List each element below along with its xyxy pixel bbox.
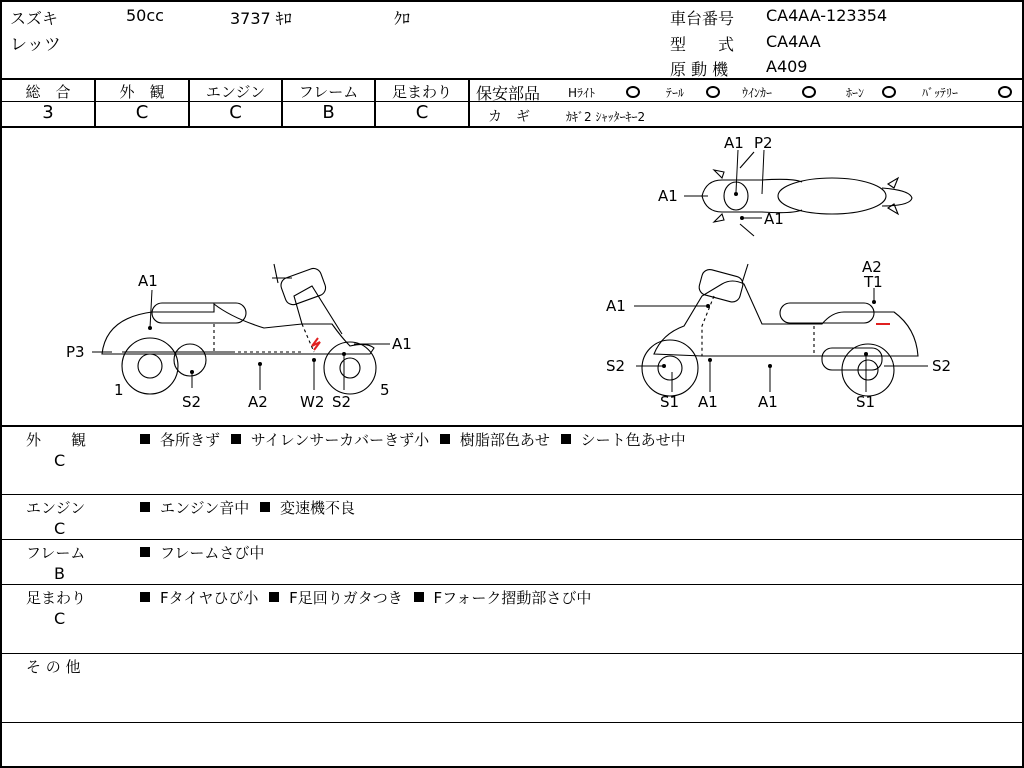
- bullet-icon: [414, 592, 424, 602]
- model-code-label: 型 式: [670, 35, 735, 54]
- diagram-label: S1: [660, 393, 680, 411]
- scooter-top-view: [702, 152, 912, 236]
- safety-item: ﾎｰﾝ: [846, 86, 865, 100]
- note-item: Fフォーク摺動部さび中: [433, 589, 592, 607]
- safety-item: ﾊﾞｯﾃﾘｰ: [922, 86, 959, 100]
- vehicle-header: [2, 2, 1024, 80]
- grade-table: [2, 80, 470, 128]
- grade-label: 総 合: [25, 83, 71, 101]
- bullet-icon: [440, 434, 450, 444]
- grade-divider: [2, 101, 470, 102]
- note-items: [140, 587, 597, 608]
- frame-no-label: 車台番号: [670, 9, 735, 28]
- note-item: Fタイヤひび小: [160, 589, 259, 607]
- color: ｸﾛ: [394, 9, 411, 28]
- diagram-label: A1: [758, 393, 778, 411]
- key-label: カ ギ: [488, 109, 530, 125]
- note-suspension: [2, 585, 1024, 654]
- bullet-icon: [561, 434, 571, 444]
- grade-label: 足まわり: [391, 83, 452, 101]
- check-circle-icon: [998, 83, 1012, 102]
- diagram-label: A1: [606, 297, 626, 315]
- note-item: フレームさび中: [160, 544, 265, 562]
- diagram-label: T1: [864, 273, 883, 291]
- note-item: シート色あせ中: [580, 431, 686, 449]
- diagram-label: S2: [332, 393, 352, 411]
- model-code: CA4AA: [766, 32, 821, 51]
- bullet-icon: [260, 502, 270, 512]
- diagram-label: 1: [114, 381, 124, 399]
- safety-parts: [470, 80, 1024, 128]
- damage-mark-icon: [312, 338, 320, 350]
- diagram-label: A1: [392, 335, 412, 353]
- bullet-icon: [140, 547, 150, 557]
- diagram-label: S2: [932, 357, 952, 375]
- bullet-icon: [140, 502, 150, 512]
- grade-value: B: [322, 102, 335, 123]
- grade-label: エンジン: [205, 83, 266, 101]
- note-grade: C: [54, 451, 66, 470]
- check-circle-icon: [802, 83, 816, 102]
- mileage: 3737 ｷﾛ: [230, 9, 292, 28]
- diagram-label: A1: [764, 210, 784, 228]
- safety-row: [470, 80, 1024, 102]
- grade-value: C: [229, 102, 242, 123]
- note-item: エンジン音中: [160, 499, 250, 517]
- maker: スズキ: [10, 9, 59, 28]
- grade-label: フレーム: [298, 83, 359, 101]
- bullet-icon: [140, 592, 150, 602]
- safety-label: 保安部品: [476, 84, 541, 103]
- grade-value: 3: [42, 102, 54, 123]
- diagram-label: A1: [138, 272, 158, 290]
- grade-label: 外 観: [119, 83, 165, 101]
- engine-code: A409: [766, 57, 808, 76]
- grade-value: C: [135, 102, 149, 123]
- note-item: F足回りガタつき: [289, 589, 403, 607]
- model-name: レッツ: [10, 35, 61, 55]
- note-item: 各所きず: [160, 431, 221, 449]
- note-items: [140, 542, 270, 563]
- note-engine: [2, 495, 1024, 540]
- note-other: [2, 654, 1024, 723]
- note-label: そ の 他: [26, 658, 81, 676]
- diagram-label: A1: [724, 134, 744, 152]
- note-items: [140, 429, 692, 450]
- safety-item: Hﾗｲﾄ: [568, 86, 596, 100]
- note-label: フレーム: [26, 544, 86, 562]
- note-grade: C: [54, 519, 66, 538]
- key-value: ｶｷﾞ2 ｼｬｯﾀｰｷｰ2: [566, 110, 646, 124]
- diagram-label: A2: [248, 393, 268, 411]
- frame-no: CA4AA-123354: [766, 6, 888, 25]
- diagram-label: S1: [856, 393, 876, 411]
- note-frame: [2, 540, 1024, 585]
- bullet-icon: [140, 434, 150, 444]
- check-circle-icon: [626, 83, 640, 102]
- note-grade: C: [54, 609, 66, 628]
- diagram-label: P2: [754, 134, 773, 152]
- diagram-label: A1: [698, 393, 718, 411]
- engine-label: 原 動 機: [670, 60, 729, 79]
- note-label: 足まわり: [26, 589, 87, 607]
- note-exterior: [2, 427, 1024, 495]
- note-label: エンジン: [26, 499, 86, 517]
- bullet-icon: [231, 434, 241, 444]
- displacement: 50cc: [126, 6, 164, 25]
- grade-exterior: [96, 80, 190, 128]
- note-item: 樹脂部色あせ: [459, 431, 550, 449]
- diagram-label: A2: [862, 258, 882, 276]
- diagram-label: S2: [606, 357, 626, 375]
- note-item: サイレンサーカバーきず小: [250, 431, 430, 449]
- diagram-label: P3: [66, 343, 85, 361]
- note-items: [140, 497, 361, 518]
- grade-engine: [190, 80, 283, 128]
- safety-item: ｳｲﾝｶｰ: [742, 86, 773, 100]
- grade-frame: [283, 80, 376, 128]
- safety-item: ﾃｰﾙ: [666, 86, 685, 100]
- check-circle-icon: [706, 83, 720, 102]
- grade-value: C: [415, 102, 429, 123]
- diagram-label: 5: [380, 381, 390, 399]
- note-label: 外 観: [26, 431, 87, 449]
- grade-overall: [2, 80, 96, 128]
- diagram-label: A1: [658, 187, 678, 205]
- check-circle-icon: [882, 83, 896, 102]
- bullet-icon: [269, 592, 279, 602]
- note-grade: B: [54, 564, 65, 583]
- notes-section: [2, 427, 1024, 768]
- damage-diagram: [2, 128, 1024, 427]
- diagram-label: W2: [300, 393, 325, 411]
- diagram-label: S2: [182, 393, 202, 411]
- note-item: 変速機不良: [280, 499, 356, 517]
- grade-suspension: [376, 80, 470, 128]
